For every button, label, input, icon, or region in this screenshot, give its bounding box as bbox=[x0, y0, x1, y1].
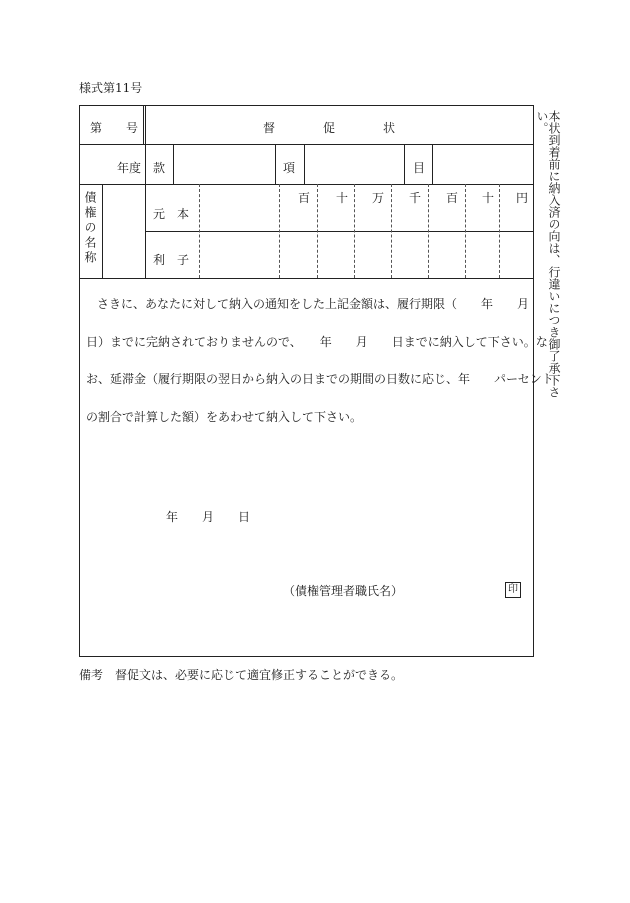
amount-digit-divider-7 bbox=[499, 184, 500, 278]
signer-name: （債権管理者職氏名） bbox=[283, 584, 404, 598]
claim-name-divider-1 bbox=[102, 184, 103, 278]
body-line-1: さきに、あなたに対して納入の通知をした上記金額は、履行期限（ 年 月 bbox=[97, 297, 530, 311]
body-line-2: 日）までに完納されておりませんので、 年 月 日までに納入して下さい。な bbox=[86, 335, 548, 349]
letter-number-label: 第 号 bbox=[90, 121, 139, 135]
page-title: 督 促 状 bbox=[263, 121, 396, 135]
claim-name-divider-2 bbox=[145, 184, 146, 278]
body-line-3: お、延滞金（履行期限の翌日から納入の日までの期間の日数に応じ、年 パーセント bbox=[86, 372, 554, 386]
unit-juu-man: 十 bbox=[336, 191, 349, 205]
fiscal-year-label: 年度 bbox=[117, 161, 142, 175]
unit-juu: 十 bbox=[482, 191, 495, 205]
kan-label: 款 bbox=[153, 161, 166, 175]
unit-man: 万 bbox=[372, 191, 385, 205]
body-line-4: の割合で計算した額）をあわせて納入して下さい。 bbox=[86, 410, 363, 424]
amount-digit-divider-1 bbox=[279, 184, 280, 278]
seal-mark: 印 bbox=[505, 582, 521, 598]
principal-label: 元 本 bbox=[153, 207, 190, 221]
amount-digit-divider-3 bbox=[354, 184, 355, 278]
amount-label-divider bbox=[199, 184, 200, 278]
side-note: 本状到着前に納入済の向は、行違いにつき御了承下さい。 bbox=[535, 110, 561, 398]
year-divider-3 bbox=[275, 144, 276, 184]
amount-digit-divider-2 bbox=[317, 184, 318, 278]
unit-hyaku: 百 bbox=[446, 191, 459, 205]
amount-digit-divider-4 bbox=[391, 184, 392, 278]
header-double-line bbox=[143, 105, 146, 144]
claim-name-label: 債権の名称 bbox=[83, 191, 97, 266]
year-divider-1 bbox=[145, 144, 146, 184]
amount-digit-divider-6 bbox=[465, 184, 466, 278]
row-divider-header bbox=[79, 144, 534, 145]
year-divider-5 bbox=[404, 144, 405, 184]
interest-label: 利 子 bbox=[153, 253, 190, 267]
year-divider-6 bbox=[432, 144, 433, 184]
row-divider-amount-mid bbox=[145, 231, 534, 232]
unit-sen: 千 bbox=[409, 191, 422, 205]
issue-date: 年 月 日 bbox=[166, 510, 251, 524]
form-number: 様式第11号 bbox=[79, 81, 143, 95]
amount-digit-divider-5 bbox=[428, 184, 429, 278]
unit-hyaku-man: 百 bbox=[298, 191, 311, 205]
unit-en: 円 bbox=[516, 191, 529, 205]
footnote: 備考 督促文は、必要に応じて適宜修正することができる。 bbox=[79, 668, 404, 682]
year-divider-2 bbox=[173, 144, 174, 184]
year-divider-4 bbox=[304, 144, 305, 184]
row-divider-amount-bottom bbox=[79, 278, 534, 279]
kou-label: 項 bbox=[283, 161, 296, 175]
moku-label: 目 bbox=[413, 161, 426, 175]
